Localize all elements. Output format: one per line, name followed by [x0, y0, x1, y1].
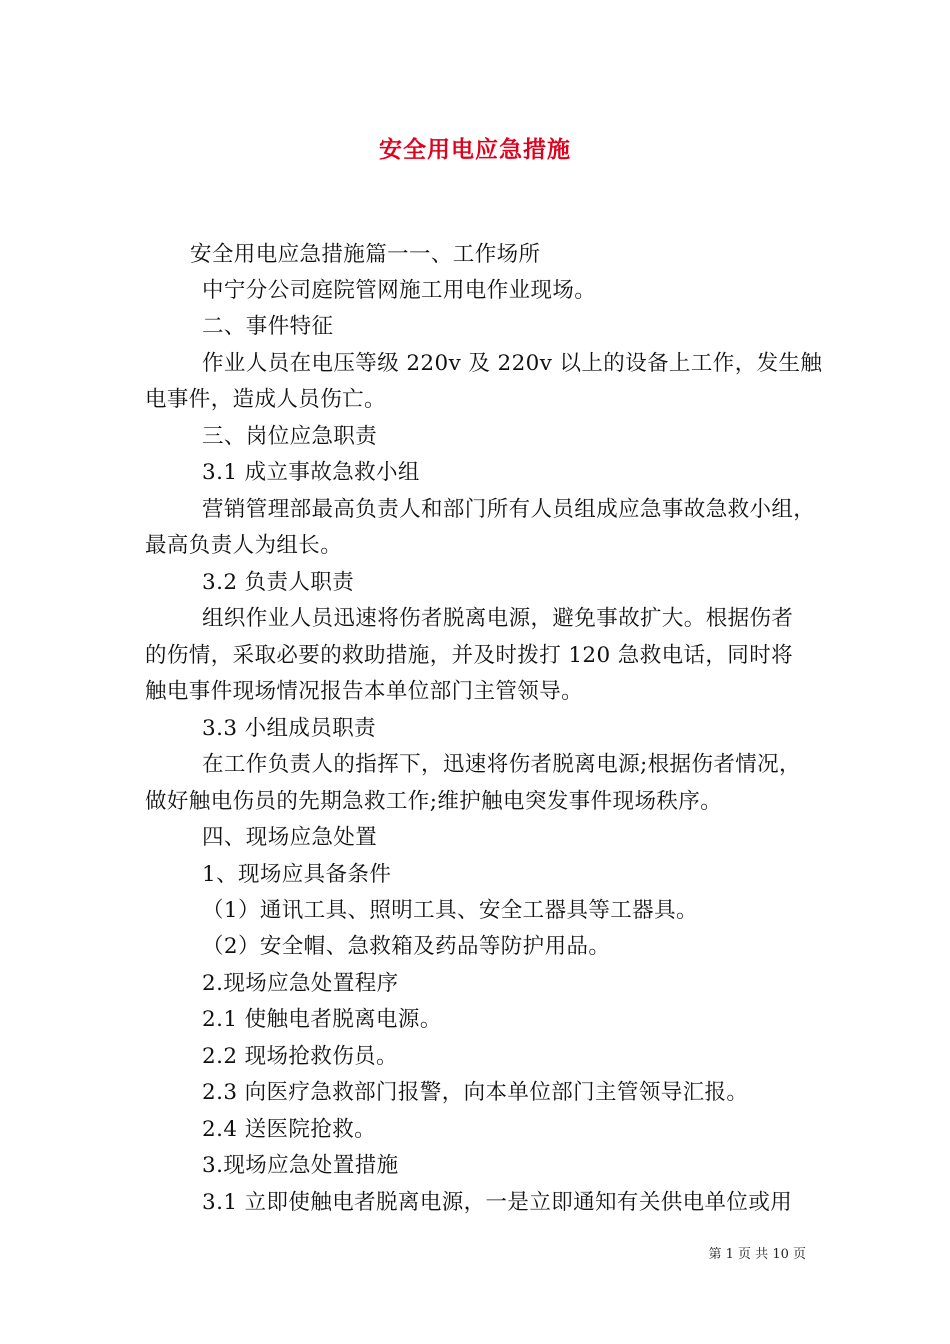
- text-line-4-1-item-2: （2）安全帽、急救箱及药品等防护用品。: [202, 934, 611, 959]
- text-line-3-1-heading: 3.1 成立事故急救小组: [202, 460, 420, 485]
- text-line-event-1: 作业人员在电压等级 220v 及 220v 以上的设备上工作，发生触: [202, 351, 823, 376]
- text-line-3-2-body-3: 触电事件现场情况报告本单位部门主管领导。: [145, 679, 584, 704]
- text-line-4-3-1: 3.1 立即使触电者脱离电源，一是立即通知有关供电单位或用: [202, 1190, 793, 1215]
- text-line-workplace: 中宁分公司庭院管网施工用电作业现场。: [202, 278, 597, 303]
- text-line-3-3-body-1: 在工作负责人的指挥下，迅速将伤者脱离电源;根据伤者情况，: [202, 752, 801, 777]
- text-line-4-2-3: 2.3 向医疗急救部门报警，向本单位部门主管领导汇报。: [202, 1080, 749, 1105]
- text-line-3-2-body-1: 组织作业人员迅速将伤者脱离电源，避免事故扩大。根据伤者: [202, 606, 794, 631]
- text-line-4-2-2: 2.2 现场抢救伤员。: [202, 1044, 398, 1069]
- page-number: 第 1 页 共 10 页: [708, 1247, 806, 1262]
- text-line-4-2-4: 2.4 送医院抢救。: [202, 1117, 377, 1142]
- text-line-3-2-heading: 3.2 负责人职责: [202, 570, 355, 595]
- text-line-3-3-heading: 3.3 小组成员职责: [202, 716, 377, 741]
- text-line-section2-heading: 二、事件特征: [202, 314, 334, 339]
- text-line-3-2-body-2: 的伤情，采取必要的救助措施，并及时拨打 120 急救电话，同时将: [145, 643, 794, 668]
- text-line-4-2-heading: 2.现场应急处置程序: [202, 971, 399, 996]
- text-line-event-2: 电事件，造成人员伤亡。: [145, 387, 386, 412]
- text-line-3-3-body-2: 做好触电伤员的先期急救工作;维护触电突发事件现场秩序。: [145, 789, 723, 814]
- text-line-3-1-body-1: 营销管理部最高负责人和部门所有人员组成应急事故急救小组，: [202, 497, 816, 522]
- text-line-section3-heading: 三、岗位应急职责: [202, 424, 378, 449]
- text-line-section4-heading: 四、现场应急处置: [202, 825, 378, 850]
- text-line-4-2-1: 2.1 使触电者脱离电源。: [202, 1007, 442, 1032]
- document-title: 安全用电应急措施: [379, 136, 571, 163]
- text-line-3-1-body-2: 最高负责人为组长。: [145, 533, 343, 558]
- text-line-section1-heading: 安全用电应急措施篇一一、工作场所: [190, 242, 541, 267]
- text-line-4-1-heading: 1、现场应具备条件: [202, 862, 392, 887]
- text-line-4-1-item-1: （1）通讯工具、照明工具、安全工器具等工器具。: [202, 898, 698, 923]
- text-line-4-3-heading: 3.现场应急处置措施: [202, 1153, 399, 1178]
